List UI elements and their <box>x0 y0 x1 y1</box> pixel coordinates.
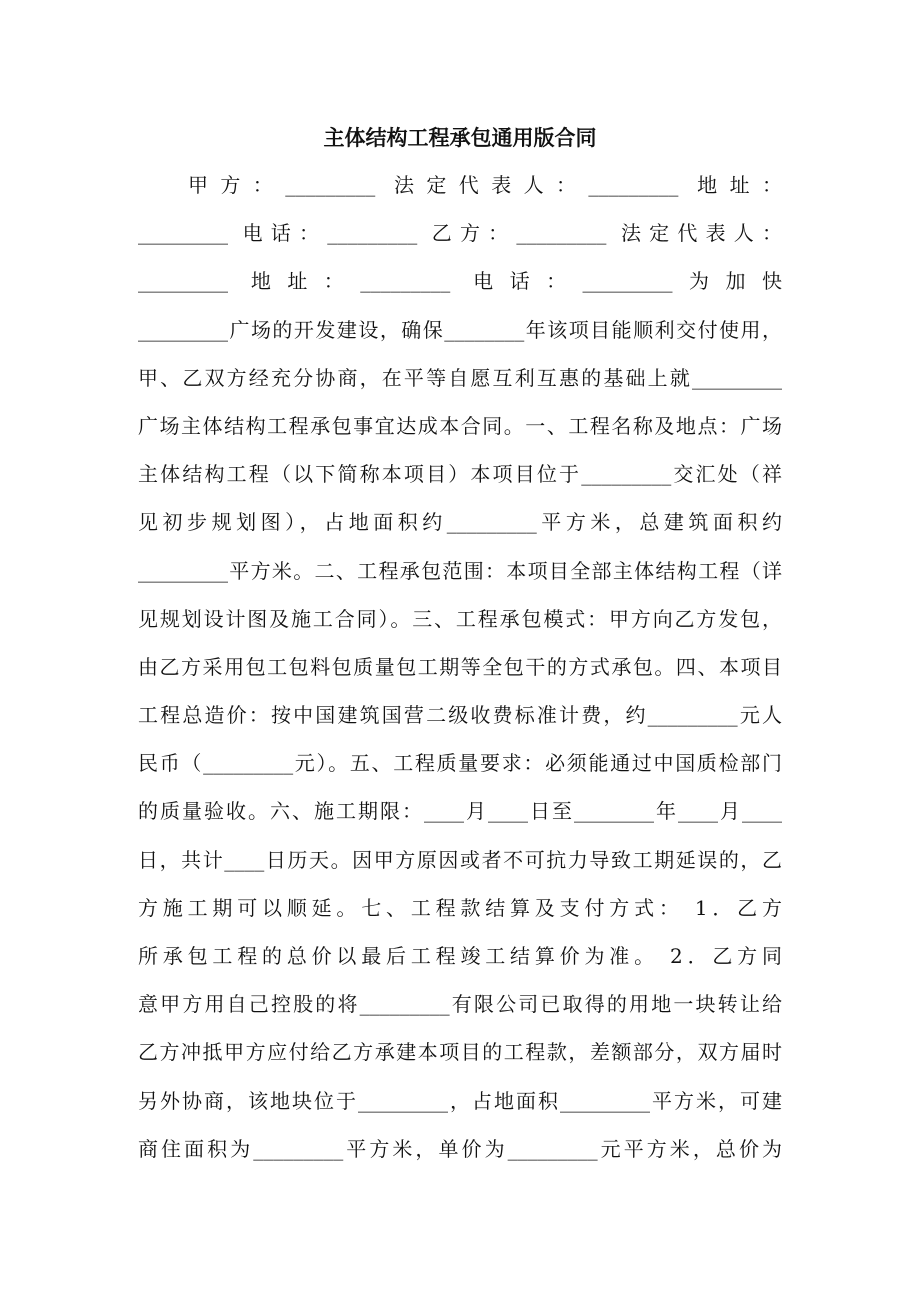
text-line: 民币（_________元）。五、工程质量要求：必须能通过中国质检部门 <box>138 751 782 776</box>
text-line: 甲方：_________ 法定代表人：_________ 地址： <box>188 173 782 197</box>
text-line: 所承包工程的总价以最后工程竣工结算价为准。 2．乙方同 <box>138 944 782 968</box>
text-line: 由乙方采用包工包料包质量包工期等全包干的方式承包。四、本项目 <box>138 654 782 679</box>
text-line: 另外协商，该地块位于_________，占地面积_________平方米，可建 <box>138 1088 782 1113</box>
text-line: 甲、乙双方经充分协商，在平等自愿互利互惠的基础上就_________ <box>138 365 782 390</box>
text-line: 工程总造价：按中国建筑国营二级收费标准计费，约_________元人 <box>138 703 782 728</box>
text-line: 见初步规划图），占地面积约_________平方米，总建筑面积约 <box>138 510 782 535</box>
text-line: 商住面积为_________平方米，单价为_________元平方米，总价为 <box>138 1136 782 1161</box>
text-line: _________ 电话：_________ 乙方：_________ 法定代表人： <box>138 221 782 246</box>
document-body <box>138 170 782 1182</box>
text-line: 方施工期可以顺延。七、工程款结算及支付方式： 1．乙方 <box>138 895 782 920</box>
text-line: 见规划设计图及施工合同）。三、工程承包模式：甲方向乙方发包， <box>138 606 782 631</box>
text-line: 主体结构工程（以下简称本项目）本项目位于_________交汇处（祥 <box>138 462 782 487</box>
text-line: 日，共计____日历天。因甲方原因或者不可抗力导致工期延误的，乙 <box>138 847 782 872</box>
text-line: _________平方米。二、工程承包范围：本项目全部主体结构工程（详 <box>138 558 782 583</box>
text-line: 广场主体结构工程承包事宜达成本合同。一、工程名称及地点：广场 <box>138 413 782 438</box>
text-line: 乙方冲抵甲方应付给乙方承建本项目的工程款，差额部分，双方届时 <box>138 1040 782 1065</box>
text-line: 意甲方用自己控股的将_________有限公司已取得的用地一块转让给 <box>138 992 782 1017</box>
document-title: 主体结构工程承包通用版合同 <box>323 126 597 150</box>
text-line: 的质量验收。六、施工期限：____月____日至________年____月____ <box>138 799 782 824</box>
text-line: _________广场的开发建设，确保________年该项目能顺利交付使用， <box>138 317 782 342</box>
text-line: _________ 地址：_________ 电话：_________为加快 <box>138 269 782 294</box>
